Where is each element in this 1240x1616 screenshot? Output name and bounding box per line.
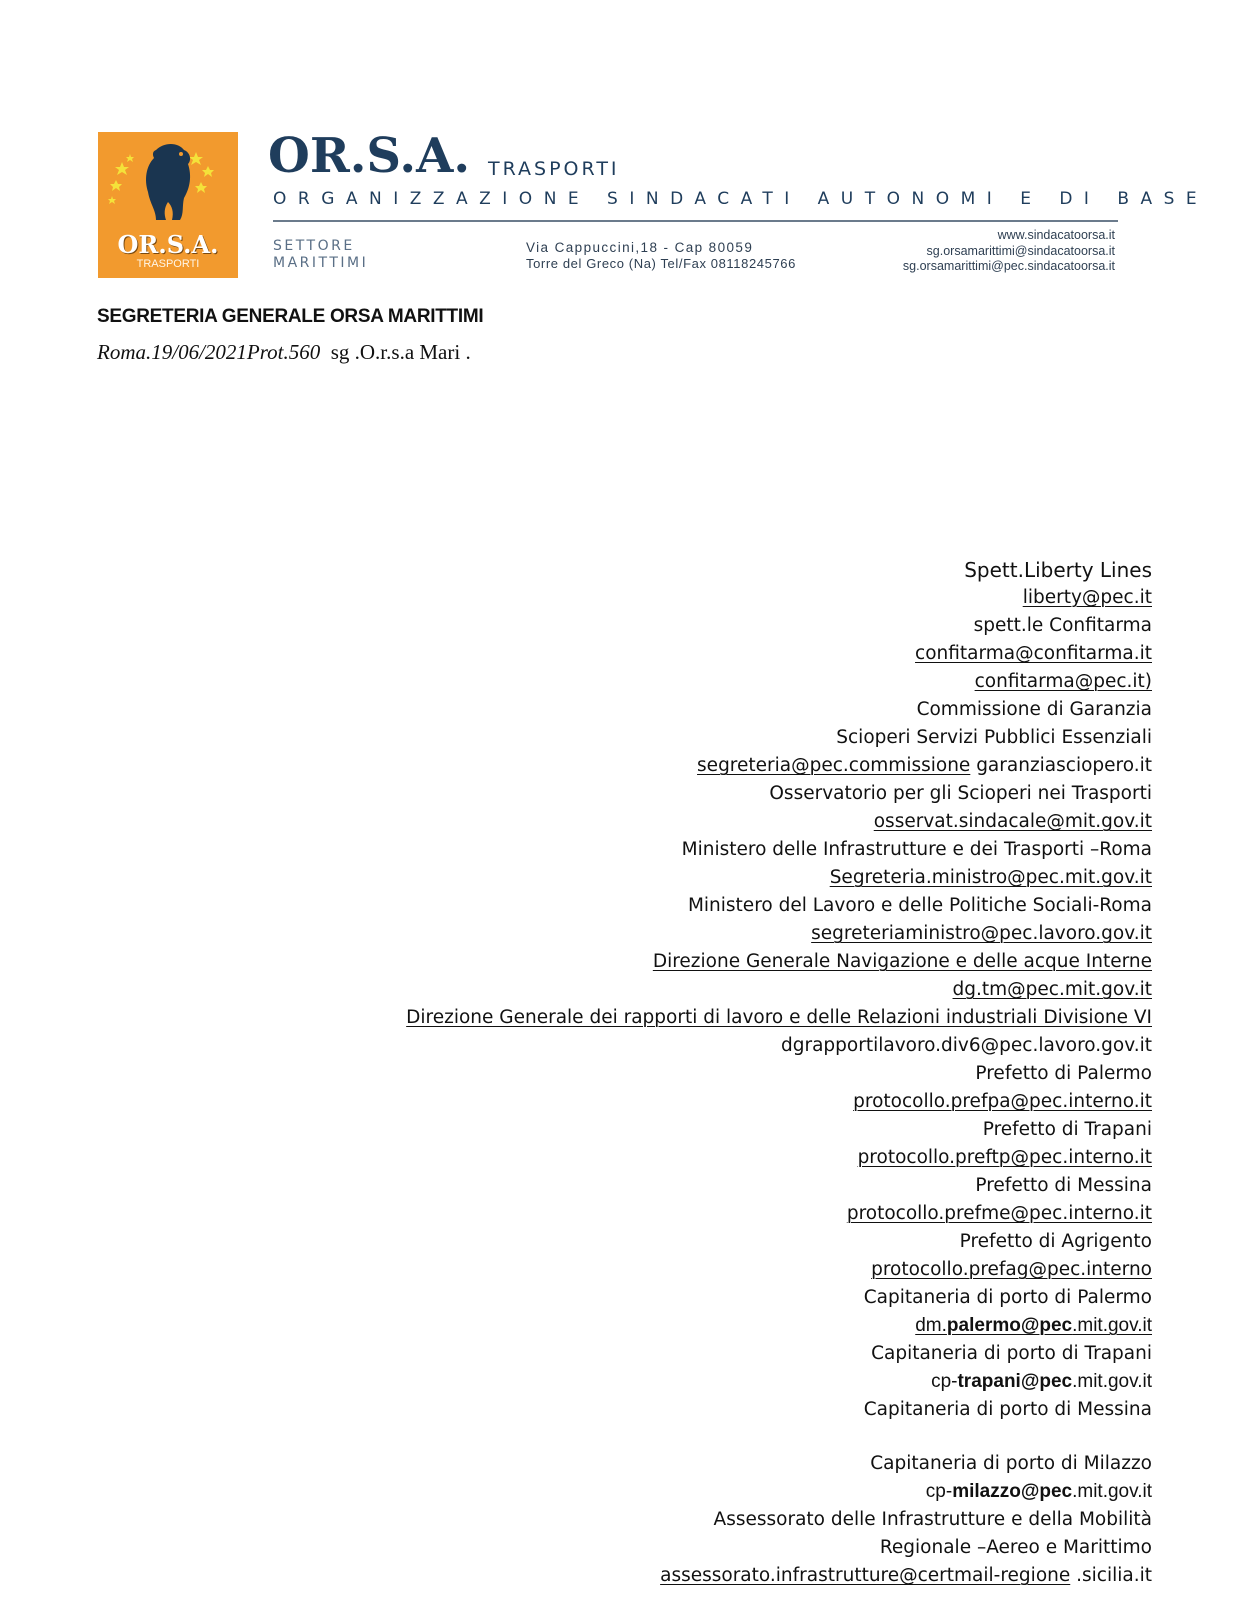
- contacts-block: [903, 228, 1115, 275]
- list-item: Osservatorio per gli Scioperi nei Trasporti: [769, 783, 1152, 804]
- list-item: Capitaneria di porto di Messina: [863, 1399, 1152, 1420]
- brand-name: OR.S.A.: [268, 128, 471, 184]
- email-link[interactable]: liberty@pec.it: [1022, 587, 1152, 608]
- document-title: SEGRETERIA GENERALE ORSA MARITTIMI: [97, 306, 484, 327]
- logo-text: OR.S.A.: [117, 230, 219, 259]
- list-item: Capitaneria di porto di Milazzo: [870, 1453, 1152, 1474]
- email-prefix: dm.: [915, 1315, 947, 1336]
- list-item: Commissione di Garanzia: [916, 699, 1152, 720]
- email-link[interactable]: sg.orsamarittimi@sindacatoorsa.it: [926, 243, 1115, 258]
- pec-link[interactable]: sg.orsamarittimi@pec.sindacatoorsa.it: [902, 259, 1115, 273]
- list-item: Capitaneria di porto di Trapani: [871, 1343, 1152, 1364]
- email-prefix: cp-: [931, 1371, 958, 1392]
- email-bold: milazzo@pec: [952, 1481, 1073, 1502]
- email-link[interactable]: osservat.sindacale@mit.gov.it: [873, 811, 1152, 832]
- list-item: Ministero del Lavoro e delle Politiche Sociali-Roma: [687, 895, 1152, 916]
- website-link[interactable]: www.sindacatoorsa.it: [997, 228, 1115, 242]
- list-item: Spett.Liberty Lines: [964, 558, 1152, 582]
- list-item: Prefetto di Agrigento: [959, 1231, 1152, 1252]
- address-block: [526, 240, 796, 272]
- recipients-list: [406, 556, 1152, 1590]
- email-link[interactable]: confitarma@confitarma.it: [915, 643, 1152, 664]
- email-link[interactable]: [406, 1478, 1152, 1506]
- list-item: Capitaneria di porto di Palermo: [863, 1287, 1152, 1308]
- list-item: Direzione Generale Navigazione e delle acque Interne: [652, 951, 1152, 972]
- list-item: Scioperi Servizi Pubblici Essenziali: [836, 727, 1152, 748]
- email-link[interactable]: protocollo.preftp@pec.interno.it: [857, 1147, 1152, 1168]
- email-link[interactable]: [406, 1368, 1152, 1396]
- list-item: spett.le Confitarma: [973, 615, 1152, 636]
- email-link[interactable]: assessorato.infrastrutture@certmail-regione: [660, 1565, 1071, 1586]
- date-protocol: [97, 340, 471, 365]
- sector-label: [273, 238, 368, 272]
- logo-subtext: TRASPORTI: [136, 258, 200, 270]
- list-item: Prefetto di Palermo: [975, 1063, 1152, 1084]
- email-link[interactable]: dg.tm@pec.mit.gov.it: [952, 979, 1152, 1000]
- list-item: [406, 752, 1152, 780]
- list-item: Prefetto di Trapani: [982, 1119, 1152, 1140]
- email-suffix: .mit.gov.it: [1072, 1315, 1152, 1336]
- orsa-logo: [98, 132, 238, 278]
- letterhead-divider: [273, 220, 1118, 222]
- email-bold: palermo@pec: [946, 1315, 1073, 1336]
- list-item: Regionale –Aereo e Marittimo: [879, 1537, 1152, 1558]
- email-link[interactable]: segreteria@pec.commissione: [697, 755, 971, 776]
- email-bold: trapani@pec: [957, 1371, 1073, 1392]
- email-suffix: .mit.gov.it: [1072, 1371, 1152, 1392]
- email-link[interactable]: Segreteria.ministro@pec.mit.gov.it: [829, 867, 1152, 888]
- email-suffix: .mit.gov.it: [1072, 1481, 1152, 1502]
- email-prefix: cp-: [925, 1481, 953, 1502]
- address-line2: Torre del Greco (Na) Tel/Fax 08118245766: [526, 256, 796, 271]
- list-item: Ministero delle Infrastrutture e dei Trasporti –Roma: [681, 839, 1152, 860]
- spacer: [406, 1424, 1152, 1450]
- date-prot: Roma.19/06/2021Prot.560: [97, 340, 321, 364]
- brand-suffix: TRASPORTI: [488, 158, 620, 180]
- email-link[interactable]: confitarma@pec.it): [974, 671, 1152, 692]
- email-link[interactable]: protocollo.prefpa@pec.interno.it: [853, 1091, 1152, 1112]
- email-link[interactable]: protocollo.prefme@pec.interno.it: [846, 1203, 1152, 1224]
- address-line1: Via Cappuccini,18 - Cap 80059: [526, 240, 754, 255]
- list-item: Assessorato delle Infrastrutture e della Mobilità: [713, 1509, 1152, 1530]
- list-item: Direzione Generale dei rapporti di lavoro e delle Relazioni industriali Divisione VI: [406, 1007, 1152, 1028]
- email-link[interactable]: protocollo.prefag@pec.interno: [871, 1259, 1152, 1280]
- sector-line2: MARITTIMI: [273, 255, 369, 271]
- email-suffix: garanziasciopero.it: [970, 755, 1152, 776]
- list-item: Prefetto di Messina: [975, 1175, 1152, 1196]
- reference: sg .O.r.s.a Mari .: [330, 340, 471, 364]
- email-link[interactable]: dgrapportilavoro.div6@pec.lavoro.gov.it: [781, 1035, 1152, 1056]
- email-link[interactable]: [406, 1312, 1152, 1340]
- sector-line1: SETTORE: [273, 238, 355, 254]
- organization-name: ORGANIZZAZIONE SINDACATI AUTONOMI E DI BASE: [273, 189, 1209, 209]
- email-suffix: .sicilia.it: [1070, 1565, 1152, 1586]
- email-link[interactable]: segreteriaministro@pec.lavoro.gov.it: [811, 923, 1152, 944]
- list-item: [406, 1562, 1152, 1590]
